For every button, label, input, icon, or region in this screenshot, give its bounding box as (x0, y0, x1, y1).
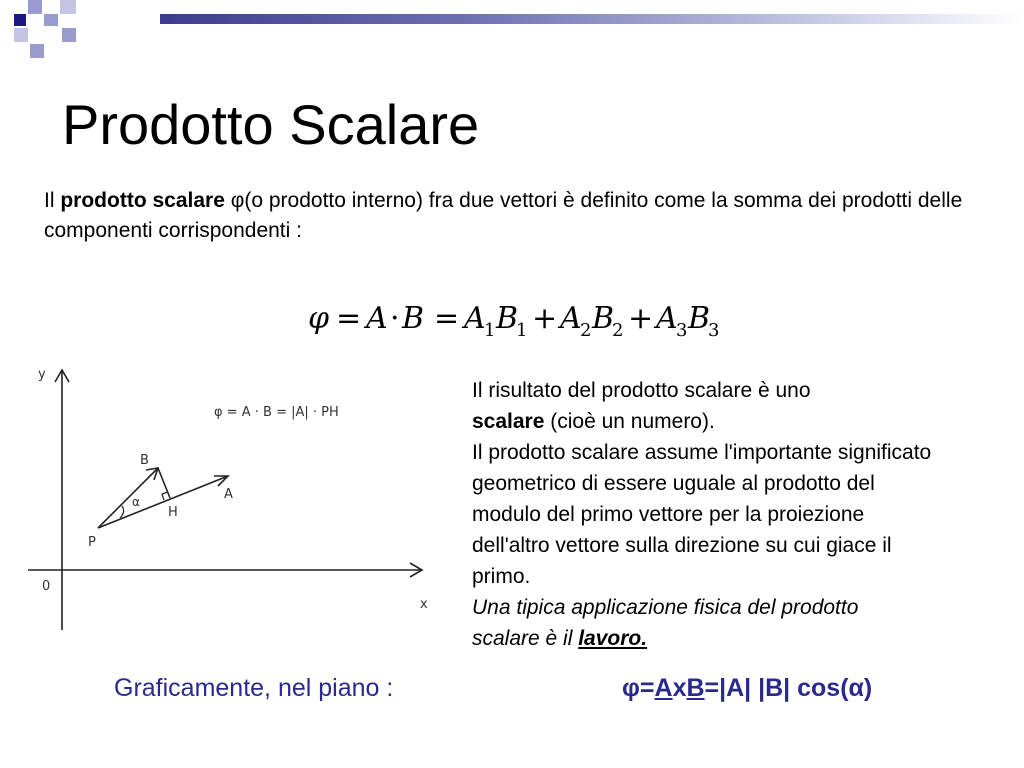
formula-eq: = (336, 301, 362, 336)
bottom-close: ) (863, 674, 873, 702)
intro-paragraph (44, 186, 984, 246)
intro-phi: φ (230, 189, 245, 212)
vector-diagram (24, 360, 444, 640)
header-gradient-bar (160, 14, 1024, 24)
point-P-label: P (88, 535, 96, 550)
diagram-formula: φ = A · B = |A| · PH (214, 405, 339, 420)
formula-A1: A (464, 301, 486, 336)
deco-square-light (62, 28, 76, 42)
bottom-phi: φ (622, 674, 640, 702)
explanation-physics (472, 592, 872, 654)
deco-square-light (28, 0, 42, 14)
formula-sub2: 2 (580, 320, 592, 341)
bottom-eq: = (639, 674, 655, 702)
formula-A2: A (560, 301, 582, 336)
deco-square-light (60, 0, 76, 14)
vector-B (98, 468, 158, 528)
bottom-alpha: α (848, 674, 864, 702)
intro-text-rest: (o prodotto interno) fra due vettori è definito come la somma dei prodotti delle componenti corrispondenti : (44, 189, 963, 242)
graficamente-label: Graficamente, nel piano : (114, 674, 394, 702)
formula-dot: · (390, 301, 400, 336)
right-angle-mark (162, 492, 168, 500)
bottom-vector-A: A (654, 674, 673, 702)
explanation-lavoro: lavoro. (578, 627, 648, 650)
explanation-physics-text: Una tipica applicazione fisica del prodotto scalare è il (472, 596, 859, 650)
explanation-text (472, 375, 952, 654)
angle-arc (120, 506, 124, 518)
formula-B: B (402, 301, 425, 336)
formula-phi: φ (308, 301, 330, 336)
explanation-scalare-bold: scalare (472, 410, 545, 433)
explanation-line-1: Il risultato del prodotto scalare è uno (472, 379, 811, 402)
bottom-vector-B: B (686, 674, 705, 702)
deco-square-light (30, 44, 44, 58)
formula-A: A (366, 301, 388, 336)
formula-sub3b: 3 (708, 320, 720, 341)
formula-plus1: + (532, 301, 558, 336)
angle-alpha-label: α (132, 495, 140, 509)
origin-label: 0 (42, 579, 51, 594)
slide-title: Prodotto Scalare (62, 93, 480, 156)
formula-B3: B (688, 301, 711, 336)
formula-eq2: = (434, 301, 460, 336)
intro-text: Il (44, 189, 61, 212)
bottom-rest: =|A| |B| cos( (704, 674, 849, 702)
deco-square-light (14, 28, 28, 42)
point-B-label: B (140, 453, 149, 468)
formula-B2: B (592, 301, 615, 336)
point-H-label: H (168, 505, 178, 520)
vector-A (98, 476, 228, 528)
x-axis-label: x (420, 597, 428, 612)
dot-product-formula (622, 674, 872, 703)
intro-bold: prodotto scalare (60, 189, 225, 212)
formula-A3: A (656, 301, 678, 336)
formula-B1: B (496, 301, 519, 336)
formula-sub1b: 1 (516, 320, 528, 341)
main-formula (306, 292, 746, 342)
formula-plus2: + (628, 301, 654, 336)
deco-square-dark (14, 14, 26, 26)
formula-sub3: 3 (676, 320, 688, 341)
explanation-line-2 (472, 406, 952, 437)
explanation-line-2-rest: (cioè un numero). (544, 410, 715, 433)
explanation-geometric: Il prodotto scalare assume l'importante significato geometrico di essere uguale al prodotto del modulo del primo vettore per la proiezione dell'altro vettore sulla direzione su cui giace il primo. (472, 441, 932, 588)
formula-sub2b: 2 (612, 320, 624, 341)
bottom-x: x (672, 674, 687, 702)
point-A-label: A (224, 487, 233, 502)
y-axis-label: y (38, 367, 46, 382)
formula-sub1: 1 (484, 320, 496, 341)
deco-square-light (44, 14, 58, 26)
